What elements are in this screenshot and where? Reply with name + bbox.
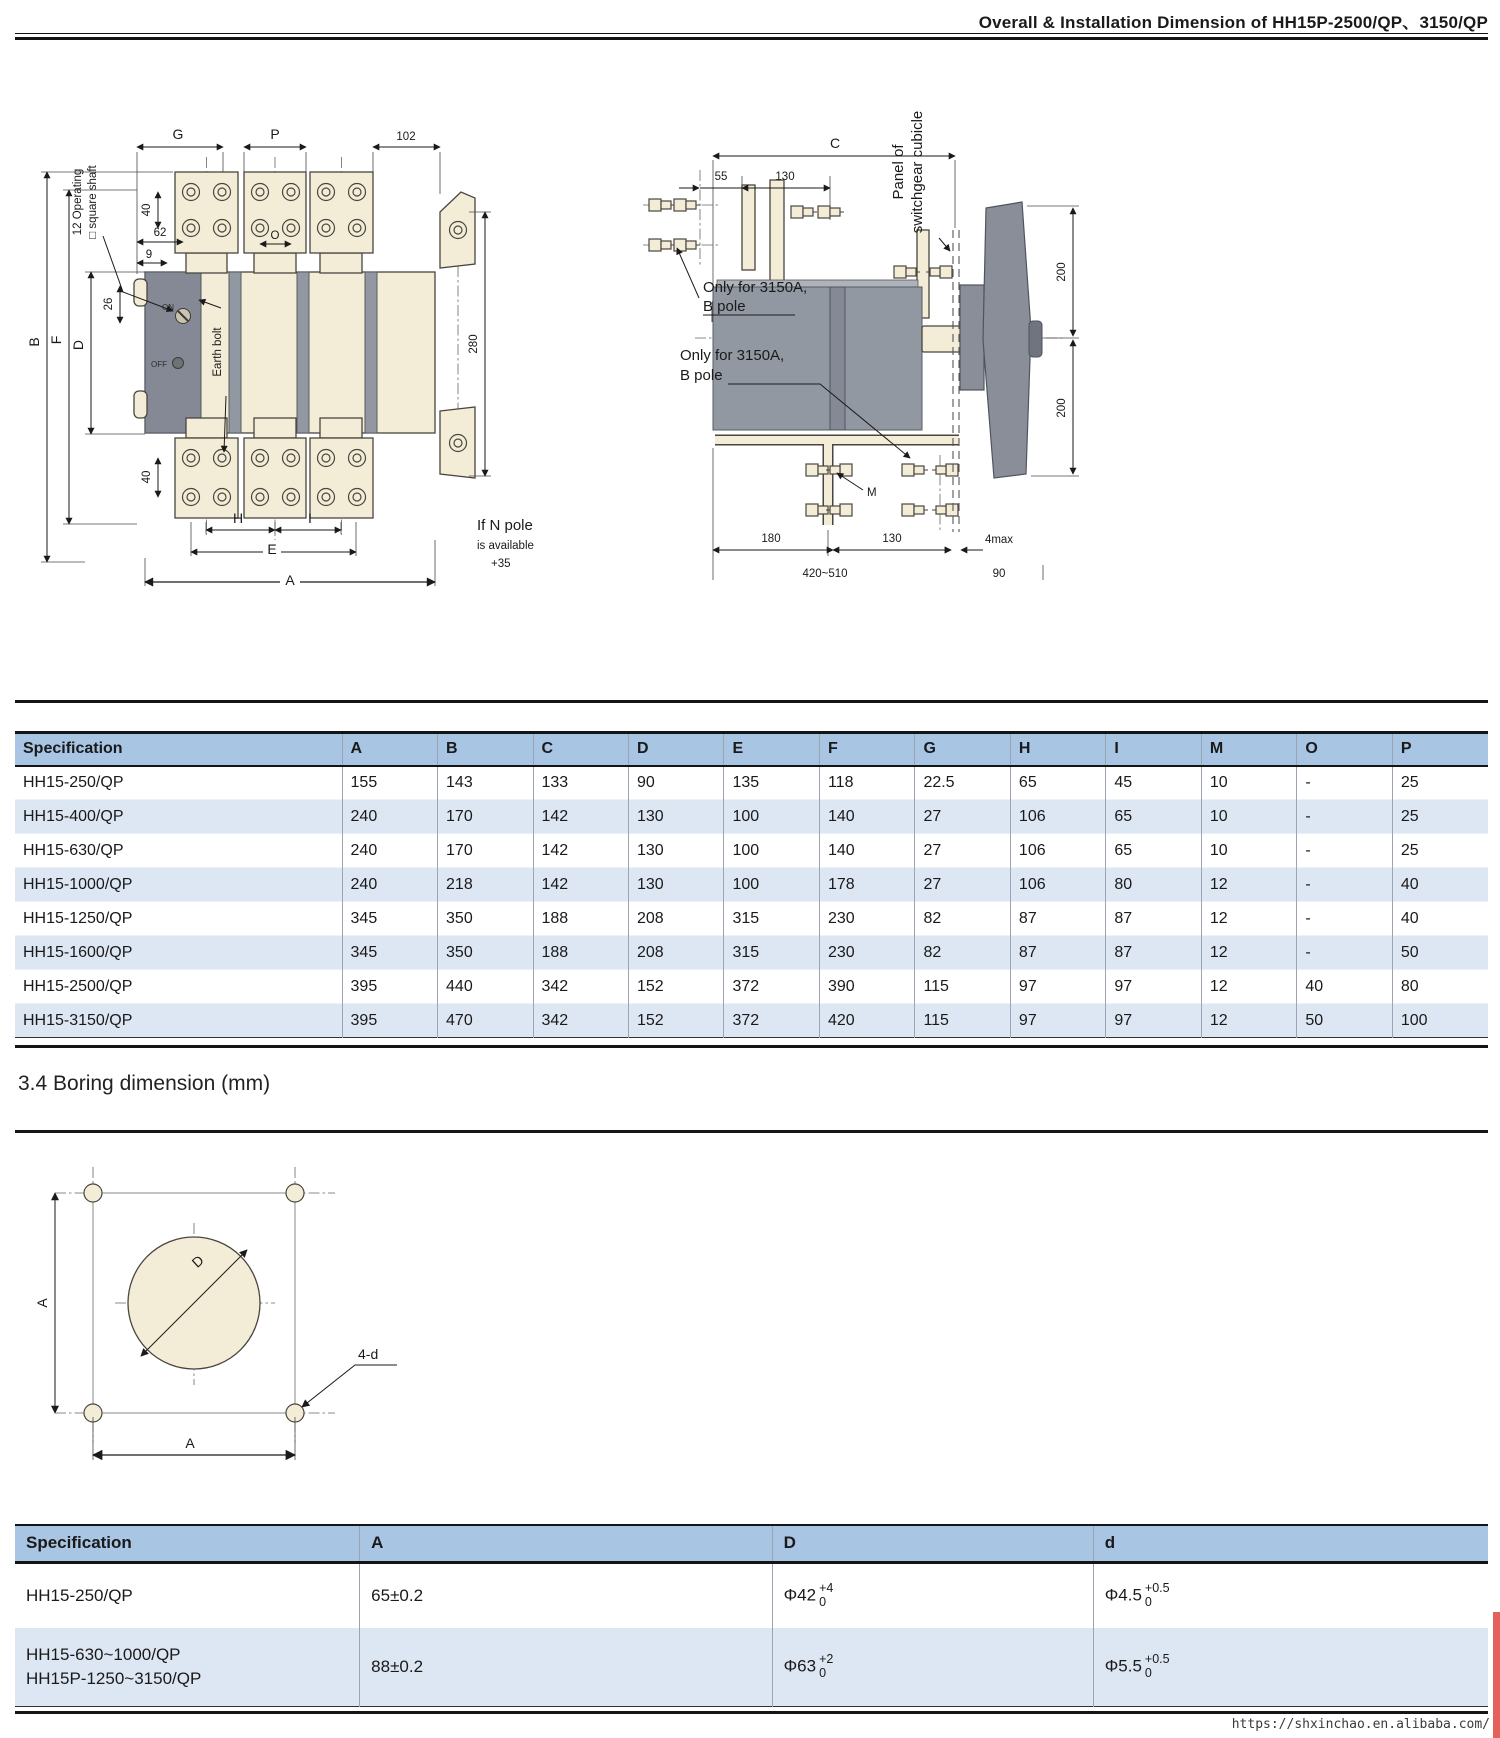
value-cell: 27 bbox=[915, 868, 1010, 902]
col-header: E bbox=[724, 733, 819, 766]
value-cell: 390 bbox=[819, 970, 914, 1004]
dim-h: H bbox=[232, 510, 244, 526]
page-edge-red-bar bbox=[1493, 1612, 1500, 1738]
boring-diagram bbox=[25, 1145, 455, 1500]
front-view-diagram bbox=[25, 60, 570, 620]
note-3150a-2: Only for 3150A, bbox=[680, 347, 785, 364]
value-cell: 87 bbox=[1010, 902, 1105, 936]
dim-130-bottom: 130 bbox=[882, 533, 902, 545]
dim-f: F bbox=[48, 335, 64, 345]
value-cell: 100 bbox=[724, 834, 819, 868]
off-label: OFF bbox=[151, 360, 167, 369]
dim-m: M bbox=[867, 487, 877, 499]
dim-180: 180 bbox=[761, 533, 781, 545]
value-cell: 142 bbox=[533, 834, 628, 868]
panel-label: Panel of bbox=[890, 144, 907, 200]
value-cell: 208 bbox=[628, 902, 723, 936]
top-terminal-blocks bbox=[175, 172, 373, 273]
table-row bbox=[15, 936, 1488, 970]
value-cell: 143 bbox=[438, 766, 533, 800]
spec-cell: HH15-630/QP bbox=[15, 834, 342, 868]
value-cell: 372 bbox=[724, 970, 819, 1004]
value-cell: 130 bbox=[628, 800, 723, 834]
value-cell: 133 bbox=[533, 766, 628, 800]
n-pole-note: +35 bbox=[491, 558, 511, 570]
value-cell: 130 bbox=[628, 868, 723, 902]
dim-4max: 4max bbox=[984, 534, 1014, 546]
switch-body bbox=[134, 272, 435, 433]
value-cell: 230 bbox=[819, 902, 914, 936]
value-cell: 345 bbox=[342, 936, 437, 970]
table-row bbox=[15, 766, 1488, 800]
value-cell: 65 bbox=[1106, 834, 1201, 868]
value-cell: 25 bbox=[1392, 766, 1488, 800]
boring-table bbox=[15, 1524, 1488, 1707]
value-cell: 80 bbox=[1106, 868, 1201, 902]
earth-bolt-label: Earth bolt bbox=[212, 327, 224, 377]
spec-cell: HH15-3150/QP bbox=[15, 1004, 342, 1038]
value-cell: 350 bbox=[438, 902, 533, 936]
value-cell: 106 bbox=[1010, 868, 1105, 902]
section-heading: 3.4 Boring dimension (mm) bbox=[18, 1072, 271, 1095]
col-header: F bbox=[819, 733, 914, 766]
value-cell: 100 bbox=[724, 800, 819, 834]
value-cell: 10 bbox=[1201, 800, 1296, 834]
spec-cell: HH15-630~1000/QP HH15P-1250~3150/QP bbox=[26, 1644, 202, 1688]
dim-62: 62 bbox=[153, 227, 167, 239]
value-cell: 97 bbox=[1106, 1004, 1201, 1038]
value-cell: 106 bbox=[1010, 800, 1105, 834]
value-cell: 80 bbox=[1392, 970, 1488, 1004]
dim-55: 55 bbox=[714, 171, 728, 183]
dim-420-510: 420~510 bbox=[802, 568, 848, 580]
value-cell: 50 bbox=[1297, 1004, 1392, 1038]
value-cell: 100 bbox=[1392, 1004, 1488, 1038]
value-cell: 88±0.2 bbox=[360, 1628, 772, 1706]
value-cell: 350 bbox=[438, 936, 533, 970]
panel-label: switchgear cubicle bbox=[909, 110, 926, 234]
value-cell: 395 bbox=[342, 1004, 437, 1038]
table-header-row bbox=[15, 1525, 1488, 1562]
value-cell: 50 bbox=[1392, 936, 1488, 970]
col-header: P bbox=[1392, 733, 1488, 766]
table-row bbox=[15, 868, 1488, 902]
dim-280: 280 bbox=[468, 334, 480, 354]
value-cell: 155 bbox=[342, 766, 437, 800]
value-cell: 87 bbox=[1010, 936, 1105, 970]
value-cell: 420 bbox=[819, 1004, 914, 1038]
value-cell: 372 bbox=[724, 1004, 819, 1038]
value-cell: - bbox=[1297, 936, 1392, 970]
dim-p: P bbox=[270, 126, 280, 142]
title-rule bbox=[15, 33, 1488, 40]
col-header: O bbox=[1297, 733, 1392, 766]
on-label: ON bbox=[162, 303, 174, 312]
value-cell: 12 bbox=[1201, 936, 1296, 970]
col-header: C bbox=[533, 733, 628, 766]
table-row bbox=[15, 1562, 1488, 1628]
col-header: G bbox=[915, 733, 1010, 766]
value-cell: 342 bbox=[533, 970, 628, 1004]
tolerance-cell: Φ5.5 +0.5 0 bbox=[1093, 1628, 1488, 1706]
value-cell: 140 bbox=[819, 834, 914, 868]
dim-g: G bbox=[172, 126, 184, 142]
operating-shaft-label: □ square shaft bbox=[87, 165, 99, 239]
value-cell: 27 bbox=[915, 800, 1010, 834]
col-header: D bbox=[628, 733, 723, 766]
section-divider-rule bbox=[15, 700, 1488, 703]
tolerance-cell: Φ63 +2 0 bbox=[772, 1628, 1093, 1706]
panel-line bbox=[953, 230, 959, 532]
dim-9: 9 bbox=[145, 249, 153, 261]
dimension-table-body bbox=[15, 766, 1488, 1038]
value-cell: 230 bbox=[819, 936, 914, 970]
col-header: d bbox=[1093, 1525, 1488, 1562]
value-cell: 130 bbox=[628, 834, 723, 868]
col-header: A bbox=[342, 733, 437, 766]
value-cell: 188 bbox=[533, 902, 628, 936]
col-header: H bbox=[1010, 733, 1105, 766]
value-cell: 45 bbox=[1106, 766, 1201, 800]
value-cell: 10 bbox=[1201, 834, 1296, 868]
table-row bbox=[15, 834, 1488, 868]
value-cell: 188 bbox=[533, 936, 628, 970]
value-cell: 240 bbox=[342, 800, 437, 834]
value-cell: 40 bbox=[1392, 868, 1488, 902]
dim-hole-d: D bbox=[188, 1251, 207, 1271]
value-cell: 118 bbox=[819, 766, 914, 800]
value-cell: 440 bbox=[438, 970, 533, 1004]
bottom-terminal-blocks bbox=[175, 418, 373, 518]
dim-a: A bbox=[285, 572, 295, 588]
mounting-ear bbox=[134, 279, 147, 306]
value-cell: 87 bbox=[1106, 936, 1201, 970]
dim-26: 26 bbox=[103, 297, 115, 311]
dim-130-top: 130 bbox=[775, 171, 795, 183]
value-cell: 470 bbox=[438, 1004, 533, 1038]
spec-cell: HH15-400/QP bbox=[15, 800, 342, 834]
value-cell: 170 bbox=[438, 834, 533, 868]
value-cell: - bbox=[1297, 902, 1392, 936]
table-row bbox=[15, 1628, 1488, 1706]
dim-102: 102 bbox=[396, 131, 416, 143]
value-cell: 12 bbox=[1201, 902, 1296, 936]
operating-handle bbox=[960, 202, 1042, 478]
spec-cell: HH15-250/QP bbox=[26, 1585, 133, 1605]
note-3150a-1: Only for 3150A, bbox=[703, 279, 808, 296]
bottom-busbar bbox=[715, 440, 959, 525]
spec-cell: HH15-1250/QP bbox=[15, 902, 342, 936]
value-cell: 115 bbox=[915, 970, 1010, 1004]
value-cell: 208 bbox=[628, 936, 723, 970]
col-header: Specification bbox=[15, 1525, 360, 1562]
value-cell: 140 bbox=[819, 800, 914, 834]
dim-i: I bbox=[308, 510, 312, 526]
label-4d: 4-d bbox=[358, 1346, 379, 1362]
dim-b: B bbox=[26, 337, 42, 347]
value-cell: 12 bbox=[1201, 970, 1296, 1004]
value-cell: 27 bbox=[915, 834, 1010, 868]
off-knob bbox=[173, 358, 184, 369]
value-cell: 65 bbox=[1010, 766, 1105, 800]
dim-a-left: A bbox=[34, 1298, 50, 1308]
dimension-table bbox=[15, 731, 1488, 1038]
value-cell: 178 bbox=[819, 868, 914, 902]
spec-cell: HH15-250/QP bbox=[23, 773, 124, 791]
table-row bbox=[15, 970, 1488, 1004]
spec-cell: HH15-1000/QP bbox=[15, 868, 342, 902]
value-cell: 106 bbox=[1010, 834, 1105, 868]
value-cell: 25 bbox=[1392, 800, 1488, 834]
value-cell: 135 bbox=[724, 766, 819, 800]
n-pole-note: is available bbox=[477, 540, 534, 552]
value-cell: 97 bbox=[1106, 970, 1201, 1004]
value-cell: 345 bbox=[342, 902, 437, 936]
value-cell: 12 bbox=[1201, 1004, 1296, 1038]
value-cell: 87 bbox=[1106, 902, 1201, 936]
value-cell: 40 bbox=[1297, 970, 1392, 1004]
operating-shaft-label: 12 Operating bbox=[72, 168, 84, 236]
page-title: Overall & Installation Dimension of HH15P-2500/QP、3150/QP bbox=[978, 13, 1488, 32]
spec-cell: HH15-1600/QP bbox=[15, 936, 342, 970]
dim-200-bottom: 200 bbox=[1056, 398, 1068, 418]
value-cell: 152 bbox=[628, 970, 723, 1004]
table-header-row bbox=[15, 733, 1488, 766]
value-cell: 240 bbox=[342, 868, 437, 902]
value-cell: 142 bbox=[533, 868, 628, 902]
heading-rule bbox=[15, 1130, 1488, 1133]
dim-d: D bbox=[70, 339, 86, 351]
dim-40-top: 40 bbox=[141, 203, 153, 217]
value-cell: - bbox=[1297, 800, 1392, 834]
value-cell: - bbox=[1297, 868, 1392, 902]
value-cell: 342 bbox=[533, 1004, 628, 1038]
dim-c: C bbox=[829, 135, 841, 151]
dim-90: 90 bbox=[992, 568, 1006, 580]
mounting-ear bbox=[134, 391, 147, 418]
dim-a-bottom: A bbox=[185, 1435, 195, 1451]
dim-o: O bbox=[270, 230, 280, 242]
tolerance-cell: Φ42 +4 0 bbox=[772, 1562, 1093, 1628]
value-cell: 25 bbox=[1392, 834, 1488, 868]
value-cell: 82 bbox=[915, 936, 1010, 970]
value-cell: 218 bbox=[438, 868, 533, 902]
col-header: A bbox=[360, 1525, 772, 1562]
value-cell: 22.5 bbox=[915, 766, 1010, 800]
value-cell: 97 bbox=[1010, 970, 1105, 1004]
col-header: I bbox=[1106, 733, 1201, 766]
value-cell: 90 bbox=[628, 766, 723, 800]
dim-200-top: 200 bbox=[1056, 262, 1068, 282]
col-header: M bbox=[1201, 733, 1296, 766]
note-3150a-2: B pole bbox=[680, 367, 723, 384]
value-cell: 115 bbox=[915, 1004, 1010, 1038]
value-cell: 100 bbox=[724, 868, 819, 902]
col-header: B bbox=[438, 733, 533, 766]
value-cell: 10 bbox=[1201, 766, 1296, 800]
n-pole-note: If N pole bbox=[477, 517, 533, 534]
table-row bbox=[15, 902, 1488, 936]
value-cell: 40 bbox=[1392, 902, 1488, 936]
spec-cell: HH15-2500/QP bbox=[15, 970, 342, 1004]
value-cell: 82 bbox=[915, 902, 1010, 936]
table-row bbox=[15, 1004, 1488, 1038]
value-cell: 315 bbox=[724, 902, 819, 936]
dim-40-bottom: 40 bbox=[141, 470, 153, 484]
value-cell: 65 bbox=[1106, 800, 1201, 834]
value-cell: 65±0.2 bbox=[360, 1562, 772, 1628]
tolerance-cell: Φ4.5 +0.5 0 bbox=[1093, 1562, 1488, 1628]
table-bottom-rule bbox=[15, 1711, 1488, 1714]
value-cell: 142 bbox=[533, 800, 628, 834]
note-3150a-1: B pole bbox=[703, 298, 746, 315]
table-bottom-rule bbox=[15, 1045, 1488, 1048]
value-cell: 97 bbox=[1010, 1004, 1105, 1038]
value-cell: - bbox=[1297, 766, 1392, 800]
col-header: D bbox=[772, 1525, 1093, 1562]
value-cell: 12 bbox=[1201, 868, 1296, 902]
value-cell: 240 bbox=[342, 834, 437, 868]
value-cell: - bbox=[1297, 834, 1392, 868]
col-header: Specification bbox=[15, 733, 342, 766]
table-row bbox=[15, 800, 1488, 834]
footer-url: https://shxinchao.en.alibaba.com/ bbox=[1231, 1717, 1490, 1732]
dim-e: E bbox=[267, 541, 277, 557]
value-cell: 170 bbox=[438, 800, 533, 834]
value-cell: 315 bbox=[724, 936, 819, 970]
boring-table-body bbox=[15, 1562, 1488, 1706]
value-cell: 395 bbox=[342, 970, 437, 1004]
side-view-diagram bbox=[595, 60, 1155, 580]
value-cell: 152 bbox=[628, 1004, 723, 1038]
